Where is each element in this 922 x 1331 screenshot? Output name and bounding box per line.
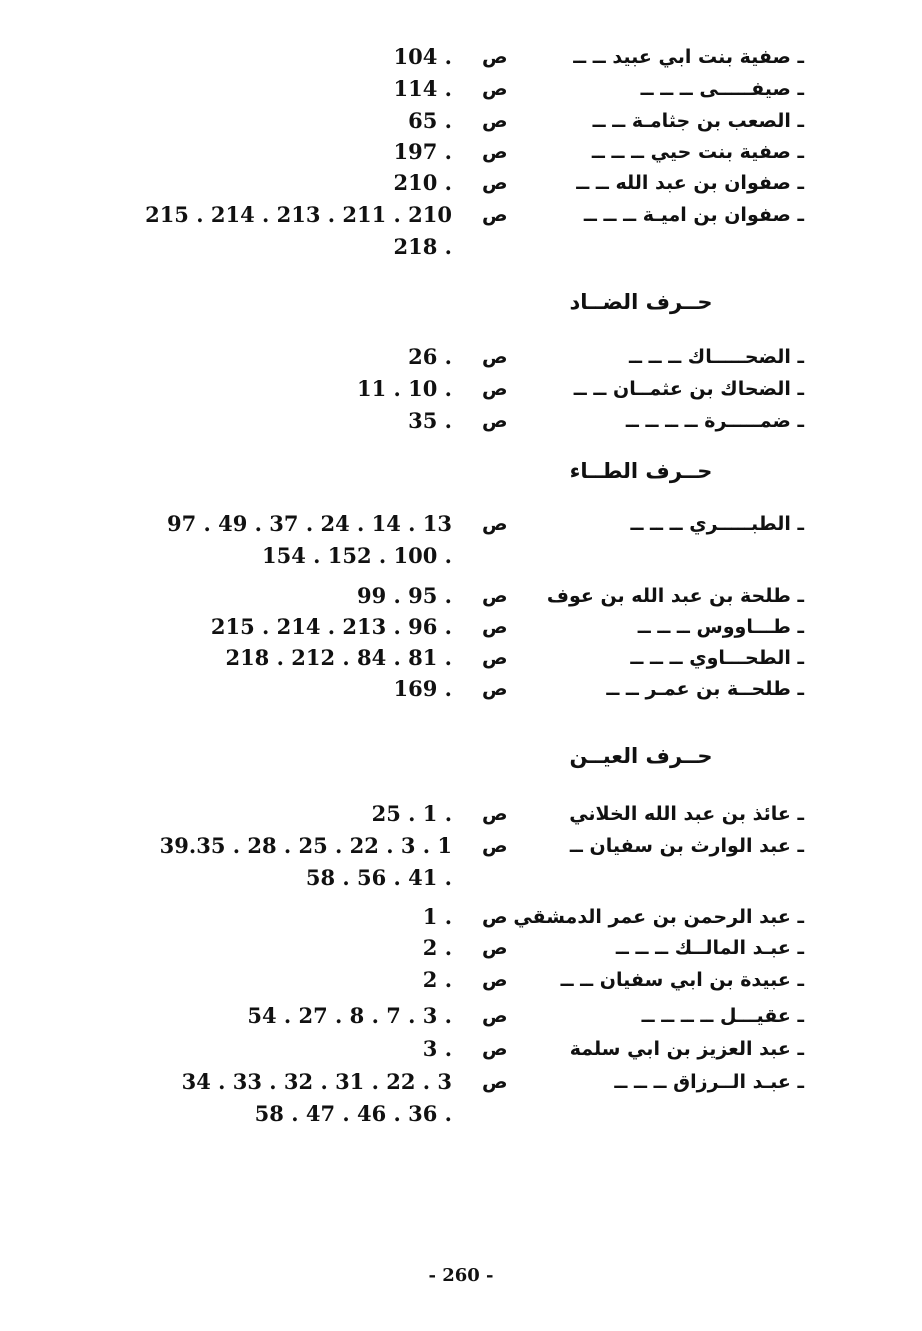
page-marker: ص bbox=[482, 616, 508, 638]
page-numbers: 104 . bbox=[393, 44, 452, 69]
page-numbers: 1 . bbox=[422, 904, 452, 929]
page-marker: ص bbox=[482, 378, 508, 400]
page-marker: ص bbox=[482, 647, 508, 669]
index-entry bbox=[0, 933, 922, 963]
entry-name: ـ الصعب بن جثامـة ــ ــ bbox=[592, 110, 804, 132]
section-heading-ain: حــرف العيــن bbox=[569, 744, 713, 768]
index-entry bbox=[0, 1067, 922, 1097]
entry-name: ـ طلحة بن عبد الله بن عوف bbox=[546, 585, 804, 607]
page-marker: ص bbox=[482, 204, 508, 226]
page-marker: ص bbox=[482, 969, 508, 991]
page-numbers: 65 . bbox=[408, 108, 452, 133]
page-marker: ص bbox=[482, 1071, 508, 1093]
section-heading-ta: حــرف الطــاء bbox=[569, 459, 713, 483]
page-numbers-continuation: 218 . bbox=[393, 234, 452, 259]
entry-name: ـ الضحـــــاك ــ ــ ــ bbox=[629, 346, 804, 368]
page-marker: ص bbox=[482, 410, 508, 432]
index-entry bbox=[0, 965, 922, 995]
index-entry bbox=[0, 1001, 922, 1031]
page-numbers: 11 . 10 . bbox=[356, 376, 452, 401]
page-marker: ص bbox=[482, 346, 508, 368]
page-numbers: 2 . bbox=[422, 967, 452, 992]
entry-name: ـ عبد الرحمن بن عمر الدمشقي bbox=[513, 906, 804, 928]
page-numbers: 197 . bbox=[393, 139, 452, 164]
page-numbers: 25 . 1 . bbox=[371, 801, 452, 826]
entry-name: ـ طـــاووس ــ ــ ــ bbox=[637, 616, 804, 638]
entry-name: ـ عبـد المالــك ــ ــ ــ bbox=[615, 937, 804, 959]
entry-name: ـ صفية بنت ابي عبيد ــ ــ bbox=[573, 46, 804, 68]
index-entry bbox=[0, 106, 922, 136]
section-heading-dad: حــرف الضــاد bbox=[569, 290, 713, 314]
page-numbers: 97 . 49 . 37 . 24 . 14 . 13 bbox=[166, 511, 452, 536]
page-marker: ص bbox=[482, 585, 508, 607]
index-entry bbox=[0, 902, 922, 932]
entry-name: ـ عقيـــل ــ ــ ــ ــ bbox=[641, 1005, 804, 1027]
page-marker: ص bbox=[482, 1038, 508, 1060]
index-entry bbox=[0, 74, 922, 104]
page-marker: ص bbox=[482, 46, 508, 68]
entry-name: ـ عبـد الــرزاق ــ ــ ــ bbox=[614, 1071, 804, 1093]
index-entry bbox=[0, 799, 922, 829]
entry-name: ـ الطبـــــري ــ ــ ــ bbox=[630, 513, 804, 535]
page-numbers: 26 . bbox=[408, 344, 452, 369]
entry-name: ـ عائذ بن عبد الله الخلاني bbox=[569, 803, 804, 825]
page-marker: ص bbox=[482, 906, 508, 928]
index-entry bbox=[0, 168, 922, 198]
entry-name: ـ الطحـــاوي ــ ــ ــ bbox=[630, 647, 804, 669]
page-numbers: 215 . 214 . 213 . 211 . 210 bbox=[145, 202, 452, 227]
index-entry bbox=[0, 374, 922, 404]
page-marker: ص bbox=[482, 141, 508, 163]
page-numbers: 35 . bbox=[408, 408, 452, 433]
page-numbers-continuation: 154 . 152 . 100 . bbox=[262, 543, 452, 568]
entry-name: ـ طلحــة بن عمـر ــ ــ bbox=[606, 678, 804, 700]
page-numbers: 210 . bbox=[393, 170, 452, 195]
page-numbers: 34 . 33 . 32 . 31 . 22 . 3 bbox=[181, 1069, 452, 1094]
page-numbers: 114 . bbox=[393, 76, 452, 101]
entry-name: ـ عبيدة بن ابي سفيان ــ ــ bbox=[560, 969, 804, 991]
entry-name: ـ صفية بنت حيي ــ ــ ــ bbox=[591, 141, 804, 163]
entry-name: ـ ضمـــــرة ــ ــ ــ ــ bbox=[625, 410, 804, 432]
page-number: - 260 - bbox=[428, 1265, 494, 1286]
index-entry bbox=[0, 612, 922, 642]
index-entry bbox=[0, 42, 922, 72]
page-numbers: 99 . 95 . bbox=[356, 583, 452, 608]
index-entry bbox=[0, 406, 922, 436]
page-numbers: 39.35 . 28 . 25 . 22 . 3 . 1 bbox=[159, 833, 452, 858]
index-entry bbox=[0, 342, 922, 372]
index-entry bbox=[0, 674, 922, 704]
page-numbers-continuation: 58 . 56 . 41 . bbox=[305, 865, 452, 890]
page-marker: ص bbox=[482, 1005, 508, 1027]
page-numbers: 218 . 212 . 84 . 81 . bbox=[225, 645, 452, 670]
page-marker: ص bbox=[482, 937, 508, 959]
entry-name: ـ صيفـــــى ــ ــ ــ bbox=[640, 78, 804, 100]
page-numbers: 2 . bbox=[422, 935, 452, 960]
page-marker: ص bbox=[482, 172, 508, 194]
page-marker: ص bbox=[482, 110, 508, 132]
index-entry bbox=[0, 509, 922, 539]
page-marker: ص bbox=[482, 835, 508, 857]
page-marker: ص bbox=[482, 78, 508, 100]
entry-name: ـ صفوان بن عبد الله ــ ــ bbox=[576, 172, 804, 194]
entry-name: ـ الضحاك بن عثمــان ــ ــ bbox=[573, 378, 804, 400]
index-entry bbox=[0, 1034, 922, 1064]
index-entry bbox=[0, 200, 922, 230]
index-entry bbox=[0, 831, 922, 861]
page-numbers: 54 . 27 . 8 . 7 . 3 . bbox=[247, 1003, 452, 1028]
entry-name: ـ عبد العزيز بن ابي سلمة bbox=[569, 1038, 804, 1060]
index-entry bbox=[0, 137, 922, 167]
page-numbers: 169 . bbox=[393, 676, 452, 701]
page-marker: ص bbox=[482, 678, 508, 700]
page-marker: ص bbox=[482, 513, 508, 535]
entry-name: ـ عبد الوارث بن سفيان ــ bbox=[569, 835, 804, 857]
page-marker: ص bbox=[482, 803, 508, 825]
page-numbers-continuation: 58 . 47 . 46 . 36 . bbox=[254, 1101, 452, 1126]
index-entry bbox=[0, 643, 922, 673]
index-entry bbox=[0, 581, 922, 611]
page-numbers: 3 . bbox=[422, 1036, 452, 1061]
entry-name: ـ صفوان بن اميـة ــ ــ ــ bbox=[583, 204, 804, 226]
page-numbers: 215 . 214 . 213 . 96 . bbox=[210, 614, 452, 639]
